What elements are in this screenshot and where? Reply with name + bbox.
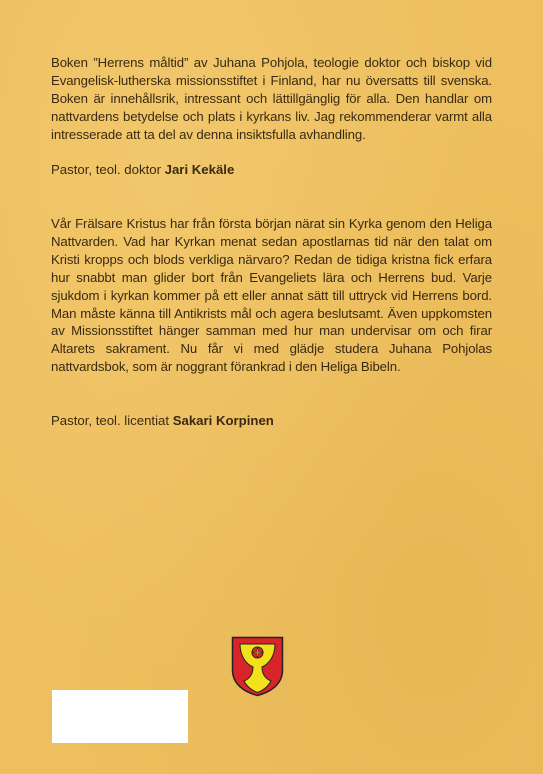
barcode-area	[52, 690, 188, 743]
signature-2-title: Pastor, teol. licentiat	[51, 413, 170, 428]
signature-1	[51, 161, 234, 179]
review-text-1: Boken ”Herrens måltid” av Juhana Pohjola, teologie doktor och biskop vid Evangelisk-lutherska missionsstiftet i Finland, har nu översatts till svenska. Boken är innehållsrik, intressant och lättillgänglig för alla. Den handlar om nattvardens betydelse och plats i kyrkans liv. Jag rekommenderar varmt alla intresserade att ta del av denna insiktsfulla avhandling.	[51, 55, 492, 142]
chalice-coat-of-arms-icon	[231, 636, 284, 697]
signature-1-title: Pastor, teol. doktor	[51, 162, 161, 177]
signature-2	[51, 412, 274, 430]
review-text-2: Vår Frälsare Kristus har från första början närat sin Kyrka genom den Heliga Nattvarden. Vad har Kyrkan menat sedan apostlarnas tid när den talat om Kristi kropps och blods verkliga närvaro? Redan de tidiga kristna fick erfara hur snabbt man glider bort från Evangeliets lära och Herrens bud. Varje sjukdom i kyrkan kommer på ett eller annat sätt till uttryck vid Herrens bord. Man måste känna till Antikrists mål och agera beslutsamt. Även uppkomsten av Missionsstiftet hänger samman med hur man undervisar om och firar Altarets sakrament. Nu får vi med glädje studera Juhana Pohjolas nattvardsbok, som är noggrant förankrad i den Heliga Bibeln.	[51, 216, 492, 375]
signature-2-name: Sakari Korpinen	[172, 413, 274, 428]
signature-1-name: Jari Kekäle	[164, 162, 235, 177]
